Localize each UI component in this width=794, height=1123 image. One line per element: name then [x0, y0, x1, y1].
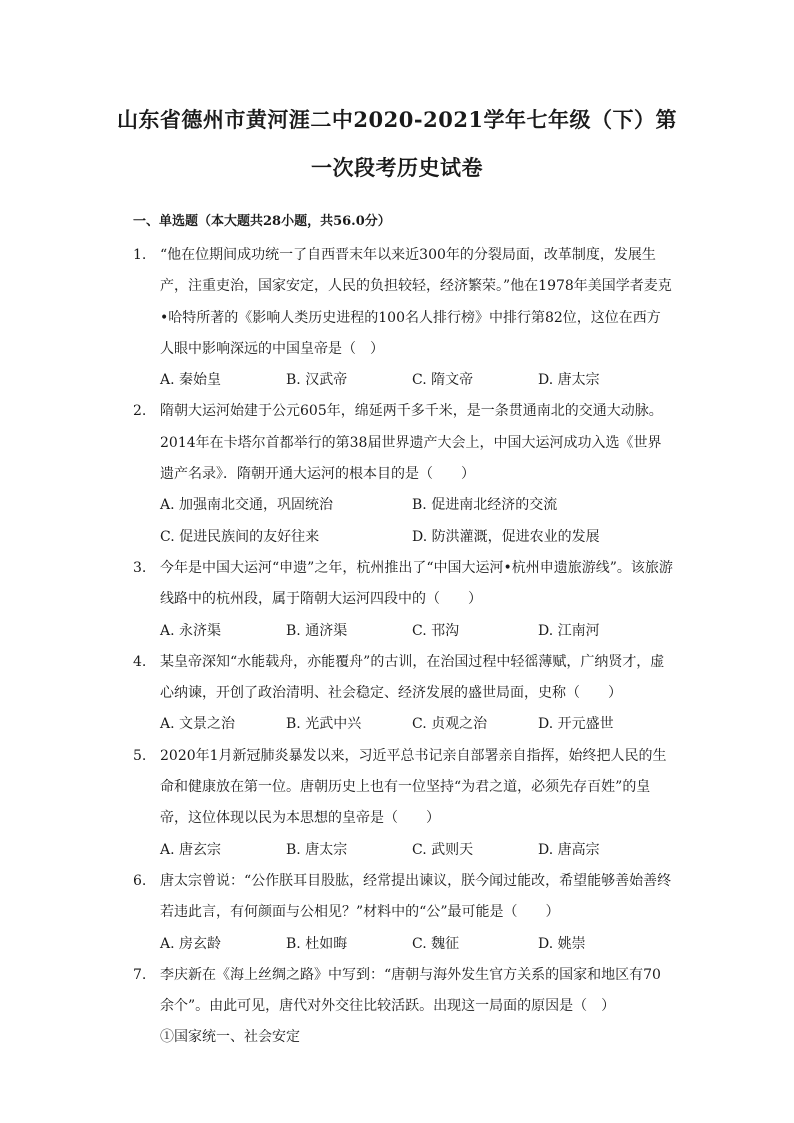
question-number: 2.	[133, 403, 147, 420]
question-1	[133, 240, 673, 396]
question-number: 7.	[133, 966, 147, 983]
question-5	[133, 741, 673, 866]
option-c[interactable]: C. 贞观之治	[412, 716, 488, 733]
title-line-2: 一次段考历史试卷	[311, 155, 483, 180]
option-b[interactable]: B. 杜如晦	[286, 935, 348, 952]
question-6	[133, 866, 673, 960]
option-d[interactable]: D. 江南河	[538, 622, 600, 639]
option-d[interactable]: D. 唐太宗	[538, 372, 600, 389]
question-stem: 今年是中国大运河“申遗”之年，杭州推出了“中国大运河•杭州申遗旅游线”。该旅游线路中的杭州段，属于隋朝大运河四段中的（ ）	[160, 559, 673, 608]
option-d[interactable]: D. 开元盛世	[538, 716, 614, 733]
option-list	[160, 365, 673, 396]
question-7	[133, 960, 673, 1054]
option-b[interactable]: B. 光武中兴	[286, 716, 362, 733]
option-a[interactable]: A. 加强南北交通，巩固统治	[160, 497, 334, 514]
option-list	[160, 616, 673, 647]
option-list	[160, 929, 673, 960]
option-a[interactable]: A. 唐玄宗	[160, 841, 222, 858]
option-a[interactable]: A. 永济渠	[160, 622, 222, 639]
title-line-1: 山东省德州市黄河涯二中2020-2021学年七年级（下）第	[116, 107, 678, 132]
option-d[interactable]: D. 姚崇	[538, 935, 586, 952]
option-list	[160, 490, 673, 553]
option-c[interactable]: C. 隋文帝	[412, 372, 474, 389]
section-heading: 一、单选题（本大题共28小题，共56.0分）	[133, 214, 391, 229]
exam-title	[100, 96, 694, 192]
option-c[interactable]: C. 武则天	[412, 841, 474, 858]
option-b[interactable]: B. 通济渠	[286, 622, 348, 639]
question-stem: 李庆新在《海上丝绸之路》中写到：“唐朝与海外发生官方关系的国家和地区有70余个”。由此可见，唐代对外交往比较活跃。出现这一局面的原因是（ ）	[160, 966, 661, 1015]
option-c[interactable]: C. 促进民族间的友好往来	[160, 528, 320, 545]
question-stem: 唐太宗曾说：“公作朕耳目股肱，经常提出谏议，朕今闻过能改，希望能够善始善终若违此言，有何颜面与公相见？”材料中的“公”最可能是（ ）	[160, 872, 672, 921]
option-b[interactable]: B. 促进南北经济的交流	[412, 497, 558, 514]
question-stem: 2020年1月新冠肺炎暴发以来，习近平总书记亲自部署亲自指挥，始终把人民的生命和健康放在第一位。唐朝历史上也有一位坚持“为君之道，必须先存百姓”的皇帝，这位体现以民为本思想的皇帝是（ ）	[160, 747, 667, 827]
option-a[interactable]: A. 秦始皇	[160, 372, 222, 389]
question-list	[133, 240, 673, 1054]
option-c[interactable]: C. 邗沟	[412, 622, 460, 639]
option-a[interactable]: A. 房玄龄	[160, 935, 222, 952]
option-list	[160, 709, 673, 740]
question-stem: “他在位期间成功统一了自西晋末年以来近300年的分裂局面，改革制度，发展生产，注重吏治，国家安定，人民的负担较轻，经济繁荣。”他在1978年美国学者麦克•哈特所著的《影响人类历史进程的100名人排行榜》中排行第82位，这位在西方人眼中影响深远的中国皇帝是（ ）	[160, 247, 672, 357]
option-a[interactable]: A. 文景之治	[160, 716, 236, 733]
question-number: 5.	[133, 747, 147, 764]
sub-statement-1: ①国家统一、社会安定	[160, 1029, 300, 1046]
option-d[interactable]: D. 防洪灌溉，促进农业的发展	[412, 528, 600, 545]
question-number: 6.	[133, 872, 147, 889]
option-d[interactable]: D. 唐高宗	[538, 841, 600, 858]
option-b[interactable]: B. 汉武帝	[286, 372, 348, 389]
option-c[interactable]: C. 魏征	[412, 935, 460, 952]
option-list	[160, 835, 673, 866]
question-number: 3.	[133, 559, 147, 576]
question-4	[133, 647, 673, 741]
question-2	[133, 396, 673, 552]
question-3	[133, 553, 673, 647]
question-number: 1.	[133, 247, 147, 263]
question-stem: 某皇帝深知“水能载舟，亦能覆舟”的古训，在治国过程中轻徭薄赋，广纳贤才，虚心纳谏，开创了政治清明、社会稳定、经济发展的盛世局面，史称（ ）	[160, 653, 665, 702]
question-number: 4.	[133, 653, 147, 670]
option-b[interactable]: B. 唐太宗	[286, 841, 348, 858]
question-stem: 隋朝大运河始建于公元605年，绵延两千多千米，是一条贯通南北的交通大动脉。2014年在卡塔尔首都举行的第38届世界遗产大会上，中国大运河成功入选《世界遗产名录》．隋朝开通大运河的根本目的是（ ）	[160, 403, 663, 483]
